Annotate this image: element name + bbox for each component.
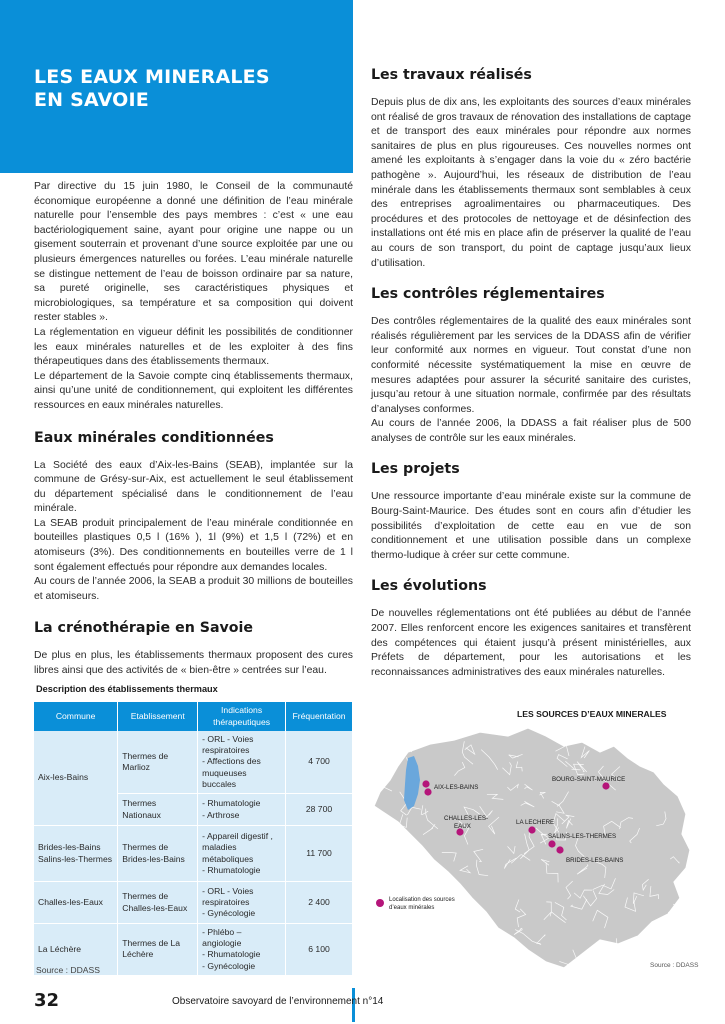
map-label-challes-2: EAUX xyxy=(454,823,471,830)
crenotherapie-paragraph-1: De plus en plus, les établissements thermaux proposent des cures libres ainsi que des activités de « bien-être » centrées sur l’eau. xyxy=(34,650,353,677)
indication-line: - Affections des muqueuses buccales xyxy=(202,756,261,789)
map-label-salins: SALINS-LES-THERMES xyxy=(548,833,617,840)
section-heading-travaux: Les travaux réalisés xyxy=(371,67,532,83)
left-column xyxy=(34,180,353,679)
page-title-line1: LES EAUX MINERALES xyxy=(34,66,270,88)
savoie-map xyxy=(368,722,698,974)
cell-frequentation: 2 400 xyxy=(286,882,353,924)
indication-line: - Gynécologie xyxy=(202,908,256,919)
indication-line: - Arthrose xyxy=(202,809,240,820)
header-indications: Indications thérapeutiques xyxy=(198,702,286,731)
page-title xyxy=(34,66,353,112)
section-heading-crenotherapie: La crénothérapie en Savoie xyxy=(34,620,254,637)
conditionnees-paragraph-2: La SEAB produit principalement de l’eau minérale conditionnée en bouteilles plastiques 0,5 l (16% ), 1l (9%) et 1,5 l (72%) et en atomiseurs (3%). Des conditionnements en bouteilles verre de 1 l sont également effectués pour répondre aux demandes locales. xyxy=(34,517,353,573)
page-number: 32 xyxy=(34,990,60,1011)
savoie-map-svg xyxy=(368,722,698,974)
table-row xyxy=(34,826,353,882)
cell-commune: La Léchère xyxy=(34,924,118,976)
footer-publication-title: Observatoire savoyard de l’environnement n°14 xyxy=(172,996,384,1007)
indication-line: - Rhumatologie xyxy=(202,949,261,960)
evolutions-paragraph-1: De nouvelles réglementations ont été publiées au début de l’année 2007. Elles renforcent encore les exigences sanitaires et transfèrent des compétences qui étaient jusqu’à présent ministérielles, aux Préfets de département, pour les autorisations et les reconnaissances administratives des eaux minérales naturelles. xyxy=(371,608,691,678)
cell-indications xyxy=(198,731,286,794)
source-marker-aix-1 xyxy=(422,780,429,787)
indication-line: - ORL - Voies respiratoires xyxy=(202,885,254,907)
conditionnees-paragraph-3: Au cours de l’année 2006, la SEAB a produit 30 millions de bouteilles et atomiseurs. xyxy=(34,576,353,602)
table-source: Source : DDASS xyxy=(36,965,100,975)
source-marker-lechere xyxy=(528,826,535,833)
header-etablissement: Etablissement xyxy=(118,702,198,731)
cell-etablissement: Thermes Nationaux xyxy=(118,794,198,826)
cell-etablissement: Thermes de La Léchère xyxy=(118,924,198,976)
legend-marker xyxy=(376,899,384,907)
legend-label-1: Localisation des sources xyxy=(389,897,455,903)
indication-line: - ORL - Voies respiratoires xyxy=(202,734,254,756)
right-column xyxy=(371,66,691,680)
cell-commune: Challes-les-Eaux xyxy=(34,882,118,924)
map-label-lechere: LA LECHERE xyxy=(516,819,555,826)
intro-paragraph-1: Par directive du 15 juin 1980, le Conseil de la communauté économique européenne a donné une définition de l’eau minérale naturelle pour l’ensemble des pays membres : c’est « une eau bactériologiquement saine, ayant pour origine une nappe ou un gisement souterrain et provenant d’une source exploitée par une ou plusieurs émergences naturelles ou forées. L’eau minérale naturelle se distingue nettement de l’eau de boisson ordinaire par sa nature, sa pureté originelle, ses caractéristiques physiques et microbiologiques, sa température et sa composition qui doivent rester stables ». xyxy=(34,181,353,324)
cell-commune: Aix-les-Bains xyxy=(34,731,118,826)
map-source: Source : DDASS xyxy=(650,962,699,969)
map-title: LES SOURCES D’EAUX MINERALES xyxy=(517,709,667,719)
indication-line: - Appareil digestif , maladies métaboliques xyxy=(202,831,273,864)
legend-label-2: d’eaux minérales xyxy=(389,905,435,911)
page-title-line2: EN SAVOIE xyxy=(34,89,149,111)
source-marker-brides xyxy=(556,846,563,853)
table-row xyxy=(34,882,353,924)
map-label-brides: BRIDES-LES-BAINS xyxy=(566,857,624,864)
section-heading-controles: Les contrôles réglementaires xyxy=(371,286,605,303)
cell-indications xyxy=(198,924,286,976)
header-commune: Commune xyxy=(34,702,118,731)
controles-paragraph-1: Des contrôles réglementaires de la qualité des eaux minérales sont réalisés régulièrement par les services de la DDASS afin de vérifier leur conformité aux normes en vigueur. Tout constat d’une non conformité nécessite systématiquement la mise en œuvre de mesures adaptées pour assurer la sécurité sanitaire des curistes, jusqu’au retour à une situation normale, confirmée par des résultats d’analyses conformes. xyxy=(371,316,691,415)
cell-etablissement: Thermes de Brides-les-Bains xyxy=(118,826,198,882)
cell-frequentation: 11 700 xyxy=(286,826,353,882)
conditionnees-paragraph-1: La Société des eaux d’Aix-les-Bains (SEAB), implantée sur la commune de Grésy-sur-Aix, est actuellement le seul établissement du département spécialisé dans le conditionnement de l’eau minérale. xyxy=(34,459,353,515)
cell-etablissement: Thermes de Challes-les-Eaux xyxy=(118,882,198,924)
travaux-paragraph-1: Depuis plus de dix ans, les exploitants des sources d’eaux minérales ont réalisé de gros travaux de rénovation des installations de captage et de transport des eaux minérales pour répondre aux normes sanitaires de plus en plus rigoureuses. Ces nouvelles normes ont amené les exploitants à s’engager dans la voie du « zéro bactérie pathogène ». Aujourd’hui, les réseaux de distribution de l’eau minérale dans les établissements thermaux sont semblables à ceux des entreprises agroalimentaires ou pharmaceutiques. Des procédures et des protocoles de nettoyage et de désinfection des installations ont été mis en place afin de préserver la qualité de l’eau au cours de son transport, du point de captage jusqu’aux lieux d’utilisation. xyxy=(371,97,691,269)
title-banner xyxy=(0,0,353,173)
indication-line: - Rhumatologie xyxy=(202,798,261,809)
section-heading-evolutions: Les évolutions xyxy=(371,578,487,595)
indication-line: - Rhumatologie xyxy=(202,864,261,875)
intro-paragraph-2: La réglementation en vigueur définit les possibilités de conditionner les eaux minérales naturelles et de les exploiter à des fins thérapeutiques dans des établissements thermaux. xyxy=(34,326,353,368)
map-label-aix: AIX-LES-BAINS xyxy=(434,784,479,791)
thermes-table xyxy=(34,702,353,976)
cell-indications xyxy=(198,882,286,924)
source-marker-bourg xyxy=(602,782,609,789)
controles-paragraph-2: Au cours de l’année 2006, la DDASS a fait réaliser plus de 500 analyses de contrôle sur les eaux minérales. xyxy=(371,418,691,444)
indication-line: - Phlébo – angiologie xyxy=(202,927,242,949)
table-row xyxy=(34,731,353,794)
map-label-bourg: BOURG-SAINT-MAURICE xyxy=(552,776,626,783)
cell-frequentation: 6 100 xyxy=(286,924,353,976)
indication-line: - Gynécologie xyxy=(202,960,256,971)
table-header-row xyxy=(34,702,353,731)
cell-commune: Brides-les-Bains Salins-les-Thermes xyxy=(34,826,118,882)
projets-paragraph-1: Une ressource importante d’eau minérale existe sur la commune de Bourg-Saint-Maurice. Des études sont en cours afin d’étudier les possibilités d’exploitation de cette eau en vue de son conditionnement et une utilisation possible dans un complexe thermo-ludique à créer sur cette commune. xyxy=(371,491,691,561)
cell-etablissement: Thermes de Marlioz xyxy=(118,731,198,794)
source-marker-aix-2 xyxy=(424,788,431,795)
header-frequentation: Fréquentation xyxy=(286,702,353,731)
map-label-challes-1: CHALLES-LES- xyxy=(444,815,489,822)
section-heading-projets: Les projets xyxy=(371,461,460,478)
cell-indications xyxy=(198,794,286,826)
cell-frequentation: 28 700 xyxy=(286,794,353,826)
intro-paragraph-3: Le département de la Savoie compte cinq établissements thermaux, ainsi qu’une unité de conditionnement, qui exploitent les différentes ressources en eaux minérales naturelles. xyxy=(34,370,353,411)
source-marker-salins xyxy=(548,840,555,847)
cell-frequentation: 4 700 xyxy=(286,731,353,794)
table-caption: Description des établissements thermaux xyxy=(36,684,218,694)
cell-indications xyxy=(198,826,286,882)
section-heading-conditionnees: Eaux minérales conditionnées xyxy=(34,429,274,446)
